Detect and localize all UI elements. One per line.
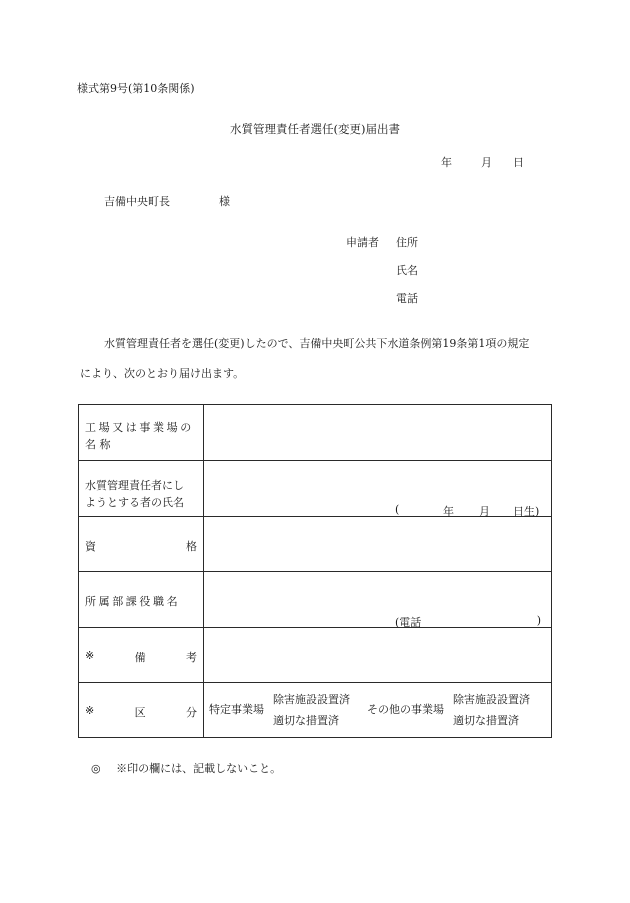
option-specified-measures: 適切な措置済 bbox=[273, 714, 339, 727]
date-month: 月 bbox=[481, 156, 492, 169]
birth-month: 月 bbox=[479, 505, 490, 518]
form-table bbox=[78, 404, 552, 738]
table-row-remarks bbox=[79, 628, 551, 683]
applicant-address-label: 住所 bbox=[396, 236, 418, 249]
table-row-classification bbox=[79, 683, 551, 737]
footnote-text: ※印の欄には、記載しないこと。 bbox=[116, 762, 282, 775]
option-specified-abatement: 除害施設設置済 bbox=[273, 693, 350, 706]
row-label-manager-line2: ようとする者の氏名 bbox=[85, 496, 184, 509]
double-circle-icon: ◎ bbox=[91, 762, 101, 775]
recipient-name: 吉備中央町長 bbox=[104, 195, 170, 208]
label-char: 備 bbox=[134, 651, 146, 664]
label-line bbox=[85, 436, 197, 453]
phone-open: (電話 bbox=[395, 616, 422, 629]
birth-open: ( bbox=[395, 503, 400, 516]
applicant-label: 申請者 bbox=[346, 236, 379, 249]
label-char: 資 bbox=[85, 540, 96, 553]
label-char: 分 bbox=[186, 706, 197, 719]
footnote bbox=[91, 763, 281, 774]
recipient-honorific: 様 bbox=[219, 195, 230, 208]
body-text-line2: により、次のとおり届け出ます。 bbox=[80, 367, 245, 380]
row-label-manager-line1: 水質管理責任者にし bbox=[85, 479, 184, 492]
table-row-qualification bbox=[79, 517, 551, 572]
row-label-qualification bbox=[85, 538, 197, 554]
table-row-department bbox=[79, 572, 551, 628]
label-char: 格 bbox=[186, 540, 197, 553]
form-title: 水質管理責任者選任(変更)届出書 bbox=[230, 122, 400, 136]
option-other-abatement: 除害施設設置済 bbox=[453, 693, 530, 706]
date-year: 年 bbox=[441, 156, 452, 169]
applicant-name-label: 氏名 bbox=[396, 264, 418, 277]
row-label-facility-name bbox=[85, 419, 197, 453]
option-other-facility: その他の事業場 bbox=[367, 703, 444, 716]
form-id: 様式第9号(第10条関係) bbox=[77, 82, 195, 95]
label-char: ※ bbox=[85, 649, 95, 662]
row-label-remarks bbox=[85, 649, 197, 665]
label-char: ※ bbox=[85, 704, 95, 717]
birth-year: 年 bbox=[443, 505, 454, 518]
birth-day: 日生) bbox=[513, 505, 540, 518]
option-other-measures: 適切な措置済 bbox=[453, 714, 519, 727]
option-specified-facility: 特定事業場 bbox=[209, 703, 264, 716]
applicant-phone-label: 電話 bbox=[396, 292, 418, 305]
label-char: 称 bbox=[99, 438, 111, 451]
table-row-facility-name bbox=[79, 405, 551, 461]
phone-close: ) bbox=[536, 614, 541, 627]
date-day: 日 bbox=[513, 156, 524, 169]
label-char: 名 bbox=[85, 438, 96, 451]
row-label-department: 所属部課役職名 bbox=[85, 595, 181, 608]
body-text-line1: 水質管理責任者を選任(変更)したので、吉備中央町公共下水道条例第19条第1項の規定 bbox=[104, 337, 530, 350]
label-char: 区 bbox=[134, 706, 146, 719]
label-char: 考 bbox=[186, 651, 197, 664]
row-label-classification bbox=[85, 704, 197, 720]
label-line: 工場又は事業場の bbox=[85, 421, 194, 434]
table-row-manager-name bbox=[79, 461, 551, 517]
